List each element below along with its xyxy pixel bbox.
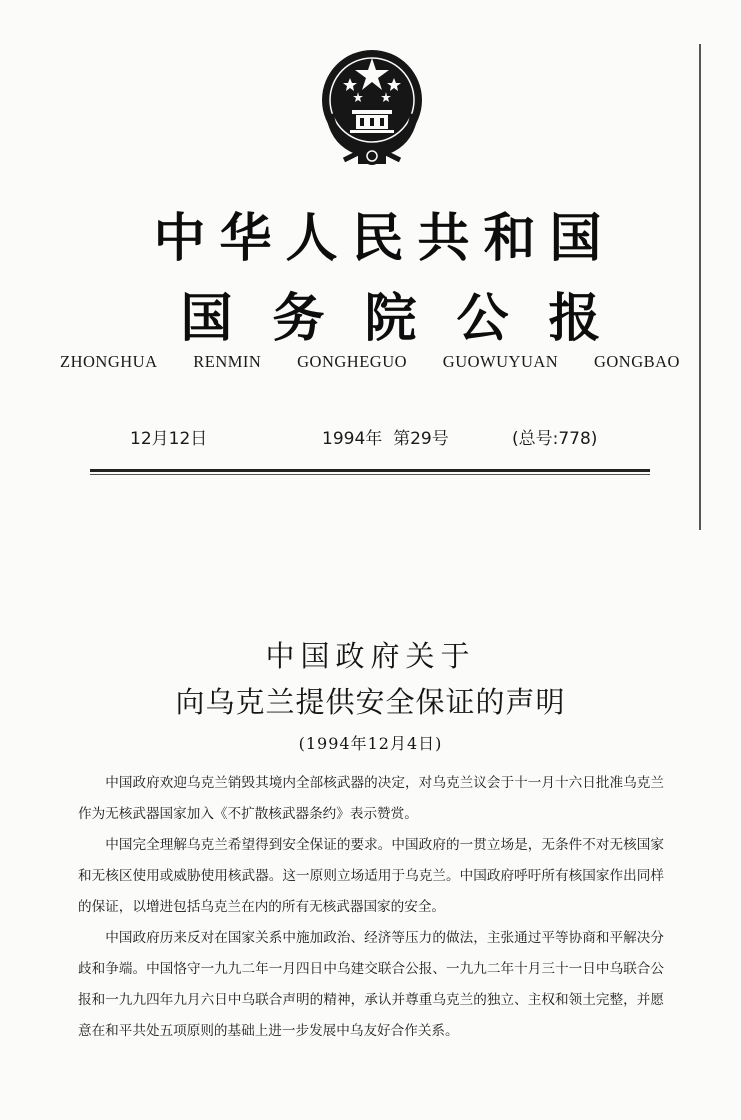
national-emblem-icon xyxy=(314,44,430,170)
issue-year-number: 1994年 第29号 xyxy=(322,429,449,449)
masthead-pinyin xyxy=(60,352,680,372)
pinyin-word: GONGBAO xyxy=(593,352,680,371)
masthead-title-line1: 中华人民共和国 xyxy=(153,208,616,269)
masthead-title-line2: 国务院公报 xyxy=(180,288,641,349)
issue-total-number: (总号:778) xyxy=(512,429,598,449)
article-body xyxy=(78,768,664,1047)
article-title-line1: 中国政府关于 xyxy=(265,639,476,673)
article-paragraph: 中国政府历来反对在国家关系中施加政治、经济等压力的做法，主张通过平等协商和平解决分歧和争端。中国恪守一九九二年一月四日中乌建交联合公报、一九九二年十月三十一日中乌联合公报和一九九四年九月六日中乌联合声明的精神，承认并尊重乌克兰的独立、主权和领土完整，并愿意在和平共处五项原则的基础上进一步发展中乌友好合作关系。 xyxy=(78,930,664,1039)
article-date: (1994年12月4日) xyxy=(298,734,443,753)
pinyin-word: ZHONGHUA xyxy=(60,352,158,371)
pinyin-word: GONGHEGUO xyxy=(297,352,408,371)
masthead-divider-thin xyxy=(90,474,650,475)
article-paragraph: 中国完全理解乌克兰希望得到安全保证的要求。中国政府的一贯立场是，无条件不对无核国家和无核区使用或威胁使用核武器。这一原则立场适用于乌克兰。中国政府呼吁所有核国家作出同样的保证，以增进包括乌克兰在内的所有无核武器国家的安全。 xyxy=(78,837,664,915)
masthead-divider xyxy=(90,469,650,472)
issue-date: 12月12日 xyxy=(130,429,208,449)
article-title-line2: 向乌克兰提供安全保证的声明 xyxy=(175,685,566,719)
pinyin-word: RENMIN xyxy=(193,352,262,371)
article-paragraph: 中国政府欢迎乌克兰销毁其境内全部核武器的决定，对乌克兰议会于十一月十六日批准乌克兰作为无核武器国家加入《不扩散核武器条约》表示赞赏。 xyxy=(78,775,664,822)
pinyin-word: GUOWUYUAN xyxy=(442,352,559,371)
